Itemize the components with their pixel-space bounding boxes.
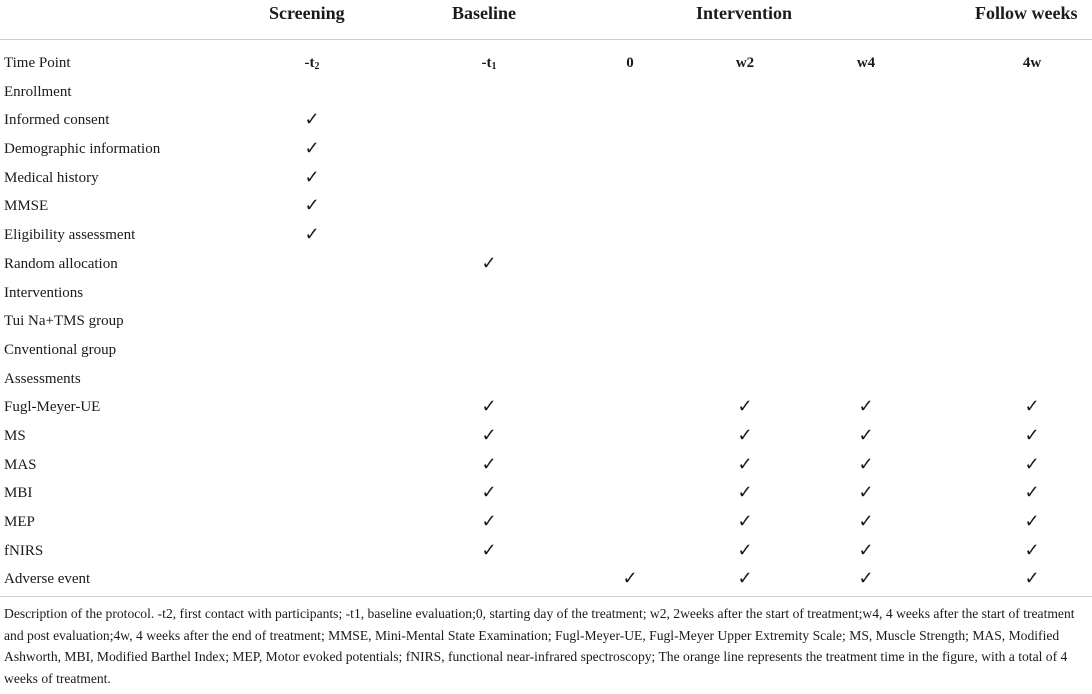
- header-baseline: Baseline: [452, 3, 517, 23]
- check-mark-icon: ✓: [622, 568, 638, 589]
- header-screening: Screening: [269, 3, 345, 23]
- row-label: MEP: [4, 514, 35, 530]
- check-mark-icon: ✓: [481, 482, 497, 503]
- table-row: [0, 280, 1092, 309]
- table-row: [0, 509, 1092, 538]
- check-mark-icon: ✓: [1024, 482, 1040, 503]
- table-row: [0, 538, 1092, 567]
- table-row: [0, 308, 1092, 337]
- check-mark-icon: ✓: [1024, 568, 1040, 589]
- check-mark-icon: ✓: [858, 539, 874, 560]
- check-mark-icon: ✓: [481, 511, 497, 531]
- row-label: Tui Na+TMS group: [4, 313, 124, 330]
- table-row: [0, 222, 1092, 251]
- check-mark-icon: ✓: [858, 424, 874, 445]
- check-mark-icon: ✓: [737, 453, 753, 474]
- table-row: [0, 480, 1092, 509]
- check-mark-icon: ✓: [858, 482, 874, 503]
- row-label: Informed consent: [4, 112, 110, 129]
- check-mark-icon: ✓: [304, 166, 320, 187]
- check-mark-icon: ✓: [1024, 396, 1040, 417]
- check-mark-icon: ✓: [1024, 511, 1040, 531]
- check-mark-icon: ✓: [481, 424, 497, 445]
- timepoint-day0: 0: [626, 55, 634, 71]
- check-mark-icon: ✓: [304, 195, 320, 216]
- timepoint-screening: $-t_2$: [304, 55, 320, 72]
- row-label: Adverse event: [4, 571, 91, 588]
- table-row: [0, 251, 1092, 280]
- header-follow-weeks: Follow weeks: [975, 3, 1078, 23]
- check-mark-icon: ✓: [1024, 539, 1040, 560]
- header-intervention: Intervention: [696, 3, 792, 23]
- table-row: [0, 452, 1092, 481]
- check-mark-icon: ✓: [737, 511, 753, 531]
- row-label: Fugl-Meyer-UE: [4, 399, 101, 416]
- check-mark-icon: ✓: [858, 396, 874, 417]
- table-row: [0, 366, 1092, 395]
- check-mark-icon: ✓: [304, 109, 320, 130]
- table-row: [0, 566, 1092, 595]
- row-label: Eligibility assessment: [4, 227, 136, 244]
- table-row: [0, 165, 1092, 194]
- timepoint-baseline: $-t_1$: [481, 55, 497, 72]
- timepoint-row: [0, 50, 1092, 79]
- row-label: MAS: [4, 456, 37, 473]
- row-label: MMSE: [4, 198, 49, 215]
- check-mark-icon: ✓: [858, 453, 874, 474]
- row-label: Interventions: [4, 284, 84, 301]
- check-mark-icon: ✓: [481, 396, 497, 417]
- table-row: [0, 394, 1092, 423]
- bottom-rule: [0, 596, 1092, 597]
- row-label: Random allocation: [4, 255, 118, 272]
- check-mark-icon: ✓: [737, 539, 753, 560]
- table-row: [0, 136, 1092, 165]
- row-label: fNIRS: [4, 542, 44, 559]
- table-row: [0, 79, 1092, 108]
- check-mark-icon: ✓: [481, 539, 497, 560]
- timepoint-4w: 4w: [1022, 55, 1042, 71]
- row-label: Enrollment: [4, 83, 72, 100]
- check-mark-icon: ✓: [481, 252, 497, 273]
- row-label: Demographic information: [4, 141, 161, 158]
- timepoint-label: Time Point: [4, 55, 71, 71]
- row-label: MBI: [4, 485, 33, 502]
- check-mark-icon: ✓: [737, 424, 753, 445]
- check-mark-icon: ✓: [304, 224, 320, 245]
- table-row: [0, 423, 1092, 452]
- check-mark-icon: ✓: [304, 138, 320, 159]
- row-label: Assessments: [4, 370, 81, 387]
- table-row: [0, 107, 1092, 136]
- check-mark-icon: ✓: [737, 568, 753, 589]
- table-row: [0, 193, 1092, 222]
- check-mark-icon: ✓: [858, 568, 874, 589]
- table-row: [0, 337, 1092, 366]
- table-body: [0, 79, 1092, 595]
- row-label: MS: [4, 427, 26, 444]
- check-mark-icon: ✓: [481, 453, 497, 474]
- top-rule: [0, 39, 1092, 40]
- check-mark-icon: ✓: [1024, 453, 1040, 474]
- row-label: Medical history: [4, 169, 99, 186]
- timepoint-w2: w2: [735, 55, 755, 71]
- table-footnote: Description of the protocol. -t2, first contact with participants; -t1, baseline evaluation;0, starting day of the treatment; w2, 2weeks after the start of treatment;w4, 4 weeks after the start of treatment and post evaluation;4w, 4 weeks after the end of treatment; MMSE, Mini-Mental State Examination; Fugl-Meyer-UE, Fugl-Meyer Upper Extremity Scale; MS, Muscle Strength; MAS, Modified Ashworth, MBI, Modified Barthel Index; MEP, Motor evoked potentials; fNIRS, functional near-infrared spectroscopy; The orange line represents the treatment time in the figure, with a total of 4 weeks of treatment.: [4, 606, 1075, 686]
- check-mark-icon: ✓: [737, 482, 753, 503]
- row-label: Cnventional group: [4, 341, 117, 358]
- check-mark-icon: ✓: [737, 396, 753, 417]
- check-mark-icon: ✓: [1024, 424, 1040, 445]
- timepoint-w4: w4: [856, 55, 876, 71]
- protocol-table: [0, 50, 1092, 595]
- check-mark-icon: ✓: [858, 511, 874, 531]
